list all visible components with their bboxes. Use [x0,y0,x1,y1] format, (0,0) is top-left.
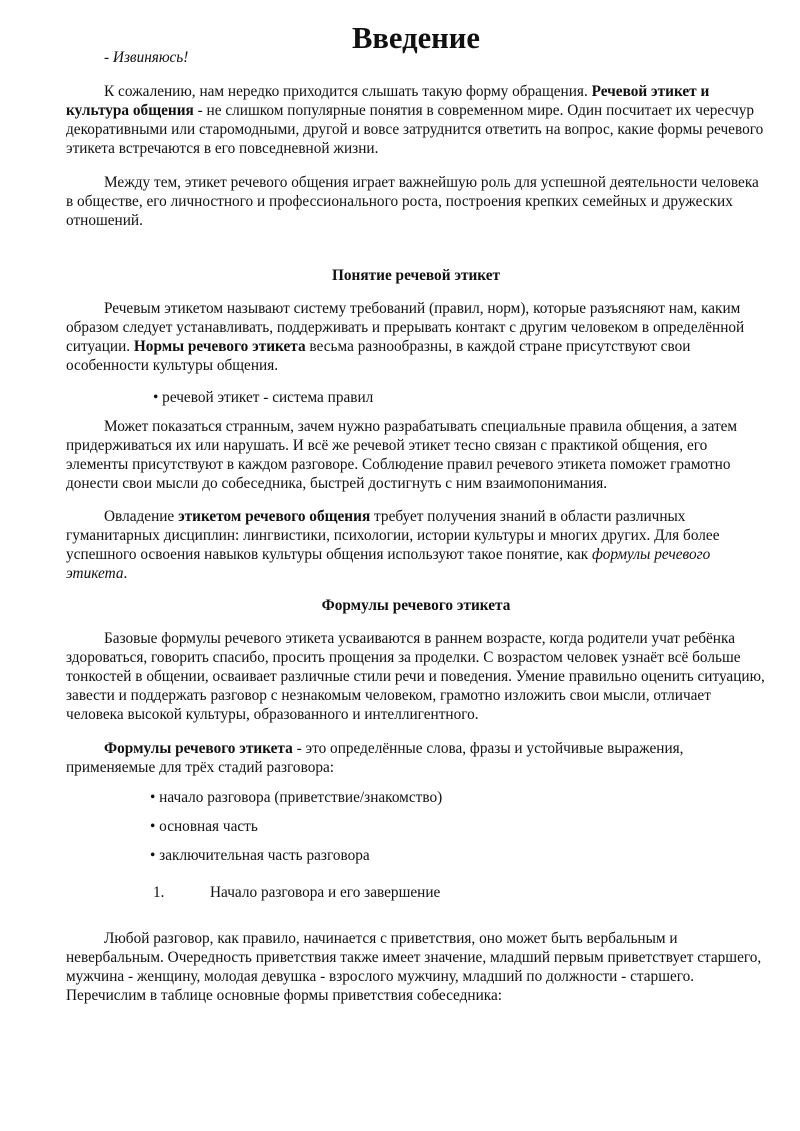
list-item: • основная часть [150,818,258,835]
paragraph-7-text: - это определённые слова, фразы и устойчивые выражения, применяемые для трёх стадий разговора: [66,740,684,776]
paragraph-5-bold: этикетом речевого общения [178,508,371,525]
paragraph-5 [66,507,766,583]
heading-introduction: Введение [352,21,480,55]
paragraph-5-text-c: . [123,565,128,582]
heading-formulas: Формулы речевого этикета [321,597,511,614]
paragraph-1-text-b: - не слишком популярные понятия в современном мире. Один посчитает их чересчур декоративными или старомодными, другой и вовсе затруднится ответить на вопрос, какие формы речевого этикета встречаются в его повседневной жизни. [66,102,764,157]
bullet-list-rules [66,388,766,407]
numbered-heading-number: 1. [153,884,165,901]
list-item: • заключительная часть разговора [150,847,370,864]
list-item: • начало разговора (приветствие/знакомство) [150,789,443,806]
paragraph-7 [66,739,766,777]
paragraph-3 [66,299,766,375]
paragraph-7-bold: Формулы речевого этикета [104,740,293,757]
paragraph-5-text-b: требует получения знаний в области различных гуманитарных дисциплин: лингвистики, психологии, истории культуры и многих других. Для более успешного освоения навыков культуры общения используют такое понятие, как [66,508,720,563]
list-item: • речевой этикет - система правил [153,389,374,406]
paragraph-2: Между тем, этикет речевого общения играет важнейшую роль для успешной деятельности человека в обществе, его личностного и профессионального роста, построения крепких семейных и дружеских отношений. [66,174,759,229]
paragraph-1 [66,82,766,158]
paragraph-6: Базовые формулы речевого этикета усваиваются в раннем возрасте, когда родители учат ребёнка здороваться, говорить спасибо, просить прощения за проделки. С возрастом человек узнаёт всё больше тонкостей в общении, осваивает различные стили речи и поведения. Умение правильно оценить ситуацию, завести и поддержать разговор с незнакомым человеком, грамотно изложить свои мысли, отличает человека высокой культуры, образованного и интеллигентного. [66,630,765,723]
bullet-list-stages [66,788,766,865]
paragraph-5-text-a: Овладение [104,508,179,525]
paragraph-8: Любой разговор, как правило, начинается с приветствия, оно может быть вербальным и невербальным. Очередность приветствия также имеет значение, младший первым приветствует старшего, мужчина - женщину, молодая девушка - взрослого мужчину, младший по должности - старшего. Перечислим в таблице основные формы приветствия собеседника: [66,930,762,1004]
paragraph-5-italic: формулы речевого этикета [66,546,711,582]
paragraph-3-bold: Нормы речевого этикета [133,338,306,355]
numbered-heading [66,883,766,902]
paragraph-3-text-a: Речевым этикетом называют систему требований (правил, норм), которые разъясняют нам, каким образом следует устанавливать, поддерживать и прерывать контакт с другим человеком в определённой ситуации. [66,300,745,355]
heading-concept: Понятие речевой этикет [331,267,501,284]
paragraph-3-text-b: весьма разнообразны, в каждой стране присутствуют свои особенности культуры общения. [66,338,691,374]
paragraph-1-text-a: К сожалению, нам нередко приходится слышать такую форму обращения. [104,83,592,100]
intro-quote-text: - Извиняюсь! [104,49,189,66]
paragraph-4: Может показаться странным, зачем нужно разрабатывать специальные правила общения, а затем придерживаться их или нарушать. И всё же речевой этикет тесно связан с практикой общения, его элементы присутствуют в каждом разговоре. Соблюдение правил речевого этикета поможет грамотно донести свои мысли до собеседника, быстрей достигнуть с ним взаимопонимания. [66,418,738,492]
numbered-heading-text: Начало разговора и его завершение [210,884,441,901]
paragraph-1-bold: Речевой этикет и культура общения [66,83,710,119]
